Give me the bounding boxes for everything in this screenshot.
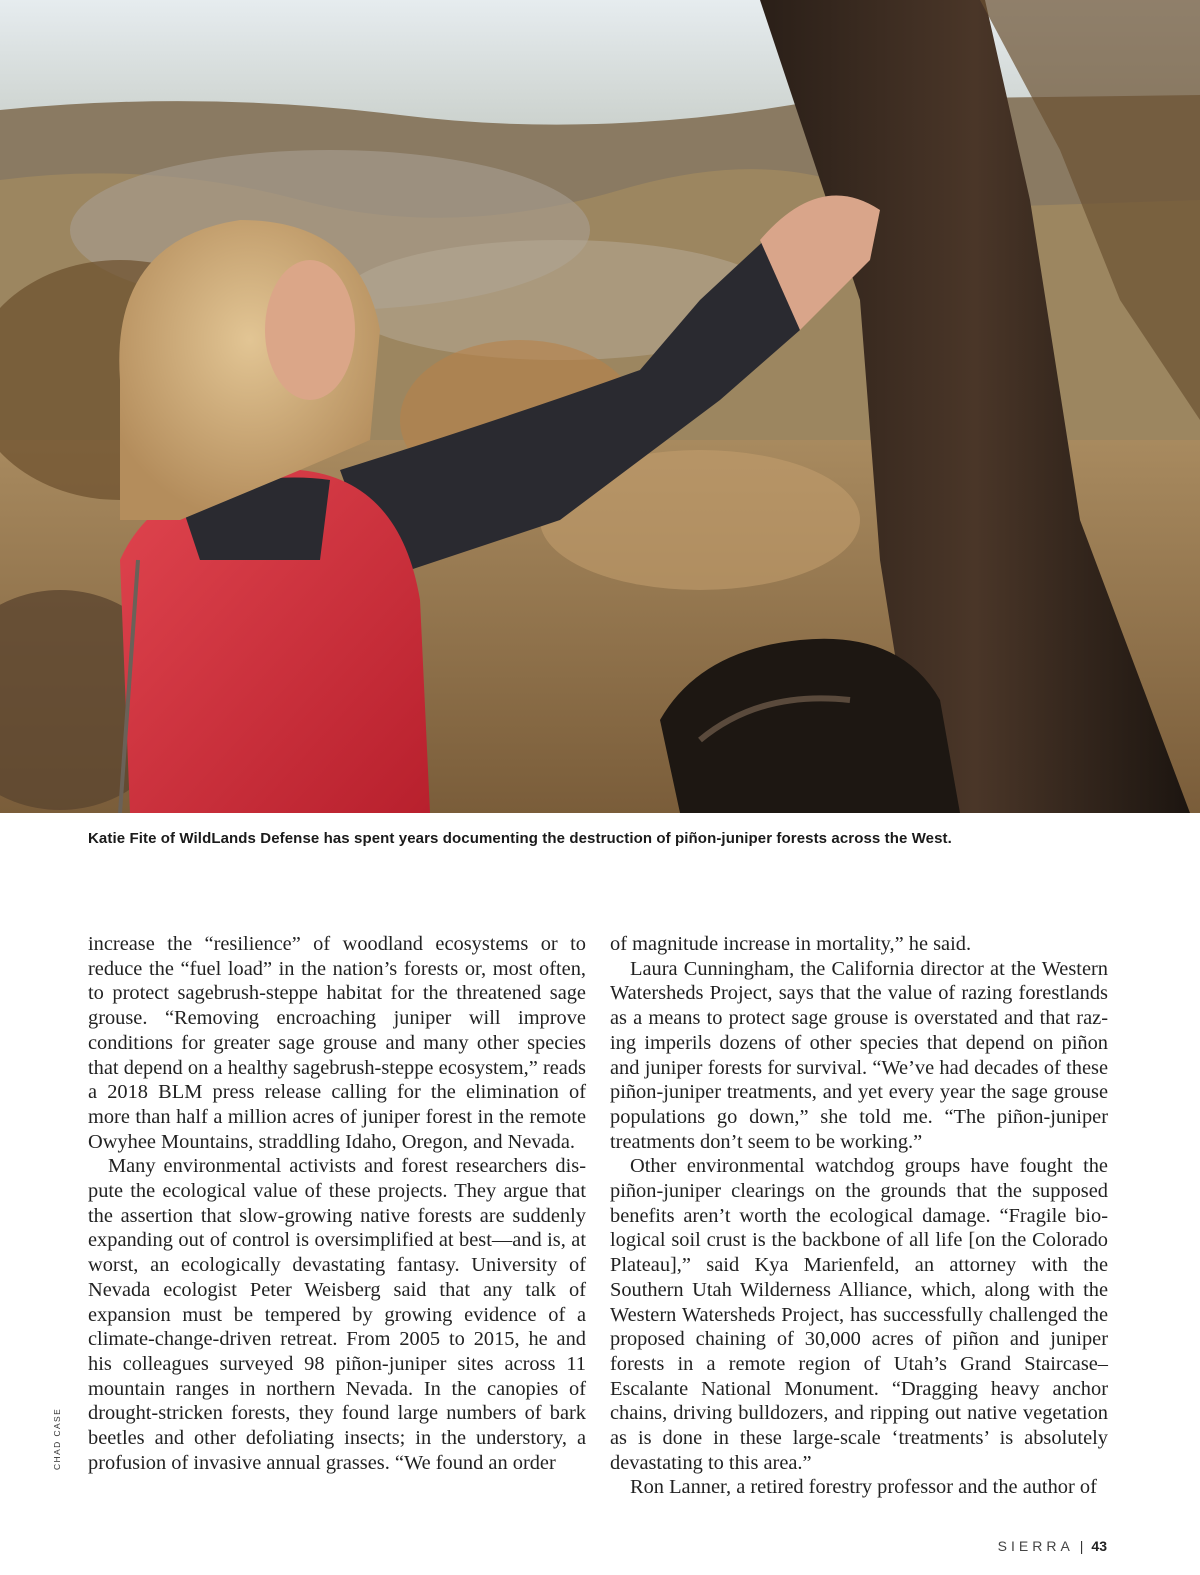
body-column-right (610, 932, 1108, 1500)
magazine-name: SIERRA (997, 1538, 1074, 1554)
page-folio (998, 1538, 1107, 1554)
photo-credit: CHAD CASE (52, 1407, 62, 1470)
body-paragraph: Many environmental activists and forest researchers dispute the ecological value of these projects. They argue that the assertion that slow-growing native forests are suddenly expanding out of control is oversimplified at best—and is, at worst, an ecologically devastating fantasy. University of Nevada ecologist Peter Weisberg said that any talk of expansion must be tempered by growing evidence of a climate-change-driven retreat. From 2005 to 2015, he and his colleagues surveyed 98 piñon-juniper sites across 11 mountain ranges in northern Nevada. In the canopies of drought-stricken forests, they found large numbers of bark beetles and other defoliating insects; in the understory, a profusion of invasive annual grasses. “We found an order (88, 1155, 586, 1474)
body-paragraph: increase the “resilience” of woodland ecosystems or to reduce the “fuel load” in the nation’s forests or, most often, to protect sagebrush-steppe habitat for the threatened sage grouse. “Removing encroaching juniper will improve conditions for greater sage grouse and many other species that depend on a healthy sagebrush-steppe ecosystem,” reads a 2018 BLM press release calling for the elimination of more than half a million acres of juniper forest in the remote Owyhee Mountains, straddling Idaho, Oregon, and Nevada. (88, 933, 586, 1153)
page-number: 43 (1091, 1538, 1107, 1554)
body-paragraph: Laura Cunningham, the California director at the Western Watersheds Project, says that the value of razing forestlands as a means to protect sage grouse is overstated and that razing imperils dozens of other species that depend on piñon and juniper forests for survival. “We’ve had decades of these piñon-juniper treatments, and yet every year the sage grouse populations go down,” she told me. “The piñon-juniper treatments don’t seem to be working.” (610, 957, 1108, 1153)
body-paragraph: of magnitude increase in mortality,” he said. (610, 933, 972, 955)
photo-caption: Katie Fite of WildLands Defense has spent years documenting the destruction of piñon-juniper forests across the West. (88, 830, 952, 847)
body-paragraph: Other environmental watchdog groups have fought the piñon-juniper clearings on the grounds that the supposed benefits aren’t worth the ecological damage. “Fragile biological soil crust is the backbone of all life [on the Colorado Plateau],” said Kya Marienfeld, an attorney with the Southern Utah Wilderness Alliance, which, along with the Western Watersheds Project, has successfully challenged the proposed chaining of 30,000 acres of piñon and juniper forests in a remote region of Utah’s Grand Staircase–Escalante National Monument. “Dragging heavy anchor chains, driving bulldozers, and ripping out native vegetation as is done in these large-scale ‘treatments’ is absolutely devastating to this area.” (610, 1155, 1108, 1474)
body-column-left (88, 932, 586, 1475)
folio-separator: | (1079, 1538, 1084, 1554)
body-paragraph: Ron Lanner, a retired forestry professor and the author of (630, 1476, 1097, 1499)
